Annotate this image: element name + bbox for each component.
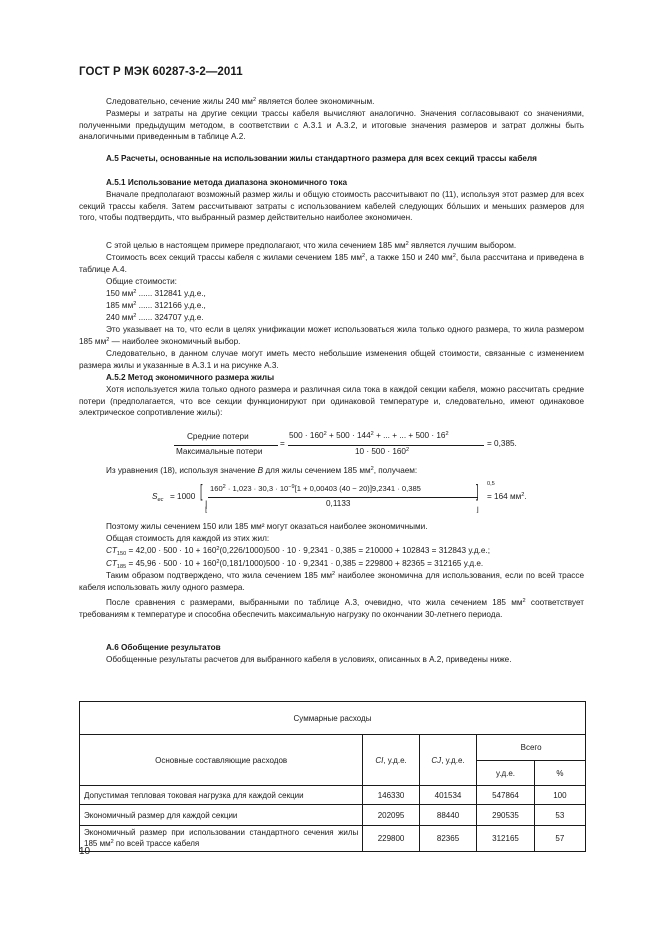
col-header-ci: CI, у.д.е. [363,735,419,786]
cost-line: 185 $мм^2$ ...... 312166 у.д.е., [106,301,206,310]
paragraph: Таким образом подтверждено, что жила сечением 185 $мм^2$ наиболее экономична для использования, если по всей трассе кабеля использовать жилу одного размера. [79,571,584,592]
paragraph: Общая стоимость для каждой из этих жил: [106,534,270,543]
paragraph: Это указывает на то, что если в целях унификации может использоваться жила только одного размера, то жила размером 185 $мм^2$ — наиболее экономичный выбор. [79,325,584,346]
table-caption: Суммарные расходы [80,702,586,735]
paragraph: Обобщенные результаты расчетов для выбранного кабеля в условиях, описанных в А.2, приведены ниже. [106,655,512,664]
table-row: Допустимая тепловая токовая нагрузка для каждой секции 146330 401534 547864 100 [80,786,586,805]
cost-line: 150 $мм^2$ ...... 312841 у.д.е., [106,289,206,298]
paragraph: Стоимость всех секций трассы кабеля с жилами сечением 185 $мм^2$, а также 150 и 240 $мм^2$, была рассчитана и приведена в таблице А.4. [79,253,585,274]
document-header: ГОСТ Р МЭК 60287-3-2—2011 [79,66,243,78]
paragraph: После сравнения с размерами, выбранными по таблице А.3, очевидно, что жила сечением 185 $мм^2$ соответствует требованиям к температуре и способна обеспечить максимальную нагрузку по окончании 30-летнего периода. [79,598,584,619]
col-header-pct: % [534,761,585,786]
col-header-ude: у.д.е. [477,761,535,786]
col-header-total: Всего [477,735,586,761]
col-header-main: Основные составляющие расходов [80,735,363,786]
paragraph: Из уравнения (18), используя значение B для жилы сечением 185 $мм^2$, получаем: [106,466,418,475]
section-heading-a5: А.5 Расчеты, основанные на использовании жилы стандартного размера для всех секций трассы кабеля [106,154,537,163]
total-cost-ct185: $CT_{185} = 45,96 \cdot 500 \cdot 10 + 160^2(0,181/1000)500 \cdot 10 \cdot 9,2341 \cdot 0,385 = 229800 + 82365 = 312165$ у.д.е. [106,559,484,570]
paragraph: С этой целью в настоящем примере предполагают, что жила сечением 185 $мм^2$ является лучшим выбором. [106,241,517,250]
section-heading-a52: А.5.2 Метод экономичного размера жилы [106,373,275,382]
table-row: Экономичный размер при использовании стандартного сечения жилы 185 $мм^2$ по всей трассе кабеля 229800 82365 312165 57 [80,826,586,852]
col-header-cj: CJ, у.д.е. [419,735,477,786]
total-cost-ct150: $CT_{150} = 42,00 \cdot 500 \cdot 10 + 160^2(0,226/1000)500 \cdot 10 \cdot 9,2341 \cdot 0,385 = 210000 + 102843 = 312843$ у.д.е.; [106,546,491,557]
page-number: 10 [79,846,91,857]
paragraph: Следовательно, в данном случае могут иметь место небольшие изменения общей стоимости, связанные с изменением размера жилы и указанные в А.3.1 и на рисунке А.3. [79,349,584,370]
section-heading-a6: А.6 Обобщение результатов [106,643,221,652]
paragraph: Вначале предполагают возможный размер жилы и общую стоимость рассчитывают по (11), используя этот размер для всех секций трассы кабеля. Затем рассчитывают затраты с использованием кабелей следующих бо́льших и меньших размеров для того, чтобы подтвердить, что выбранный размер действительно наиболее экономичен. [79,190,584,223]
paragraph: Поэтому жилы сечением 150 или 185 мм² могут оказаться наиболее экономичными. [106,522,428,531]
section-heading-a51: А.5.1 Использование метода диапазона экономичного тока [106,178,348,187]
paragraph: Следовательно, сечение жилы 240 $мм^2$ является более экономичным. [106,97,375,106]
table-row: Экономичный размер для каждой секции 202095 88440 290535 53 [80,805,586,826]
paragraph: Размеры и затраты на другие секции трассы кабеля вычисляют аналогично. Значения согласовывают со значениями, полученными предыдущим методом, в соответствии с А.3.1 и А.3.2, и итоговые значения размеров и затрат должны быть аналогичными приведенным в таблице А.2. [79,109,584,142]
cost-line: 240 $мм^2$ ...... 324707 у.д.е. [106,313,204,322]
costs-title: Общие стоимости: [106,277,177,286]
summary-costs-table [79,701,586,852]
paragraph: Хотя используется жила только одного размера и различная сила тока в каждой секции кабеля, можно рассчитать средние потери (предполагается, что все секции функционируют при одинаковой температуре и, следовательно, имеют одинаковое электрическое сопротивление жилы): [79,385,584,418]
